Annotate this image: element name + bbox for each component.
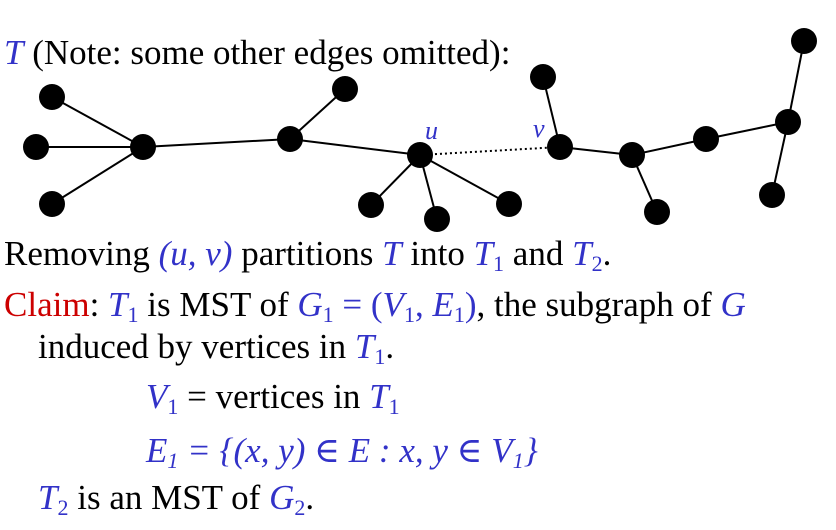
claim-label: Claim xyxy=(4,285,90,324)
tree-T: T xyxy=(382,234,402,273)
removed-edge-uv xyxy=(420,147,560,155)
edge-uv: (u, v) xyxy=(158,234,233,273)
t2-line: $T_2$ is an MST of $G_2$. xyxy=(38,478,315,520)
text: Removing xyxy=(4,234,159,273)
claim-line-2: induced by vertices in $T_1$. xyxy=(38,327,395,369)
node xyxy=(39,191,65,217)
edge xyxy=(143,139,290,147)
node xyxy=(23,134,49,160)
tree-T2: T xyxy=(572,234,592,273)
node xyxy=(619,142,645,168)
heading xyxy=(4,33,510,73)
node xyxy=(530,64,556,90)
text: into xyxy=(401,234,474,273)
edge xyxy=(52,97,143,147)
node xyxy=(644,199,670,225)
edge xyxy=(52,147,143,204)
node-v xyxy=(547,134,573,160)
heading-note: (Note: some other edges omitted): xyxy=(32,33,511,72)
node xyxy=(130,134,156,160)
node xyxy=(496,191,522,217)
label-u: u xyxy=(425,116,438,145)
tree-T1: T xyxy=(473,234,494,273)
e1-definition: $E_1 = \{(x$, y) ∈ E : x, y ∈ $V_1$} xyxy=(146,431,538,473)
node xyxy=(775,109,801,135)
node xyxy=(424,206,450,232)
node xyxy=(277,126,303,152)
partition-line: Removing (u, v) partitions T into $T_1$ and $T_2$. xyxy=(4,234,612,276)
text: and xyxy=(504,234,573,273)
node xyxy=(791,28,817,54)
v1-definition: $V_1$ = vertices in $T_1$ xyxy=(146,377,400,419)
label-v: v xyxy=(533,114,545,143)
edge xyxy=(290,139,420,155)
node xyxy=(693,126,719,152)
heading-T: T xyxy=(4,33,24,72)
edge xyxy=(420,155,509,204)
text: partitions xyxy=(232,234,383,273)
claim-line: Claim: $T_1$ is MST of $G_1 = (V_1$, $E_1$), the subgraph of G xyxy=(4,285,746,327)
node xyxy=(358,192,384,218)
node-u xyxy=(407,142,433,168)
node xyxy=(759,182,785,208)
node xyxy=(332,76,358,102)
node xyxy=(39,84,65,110)
